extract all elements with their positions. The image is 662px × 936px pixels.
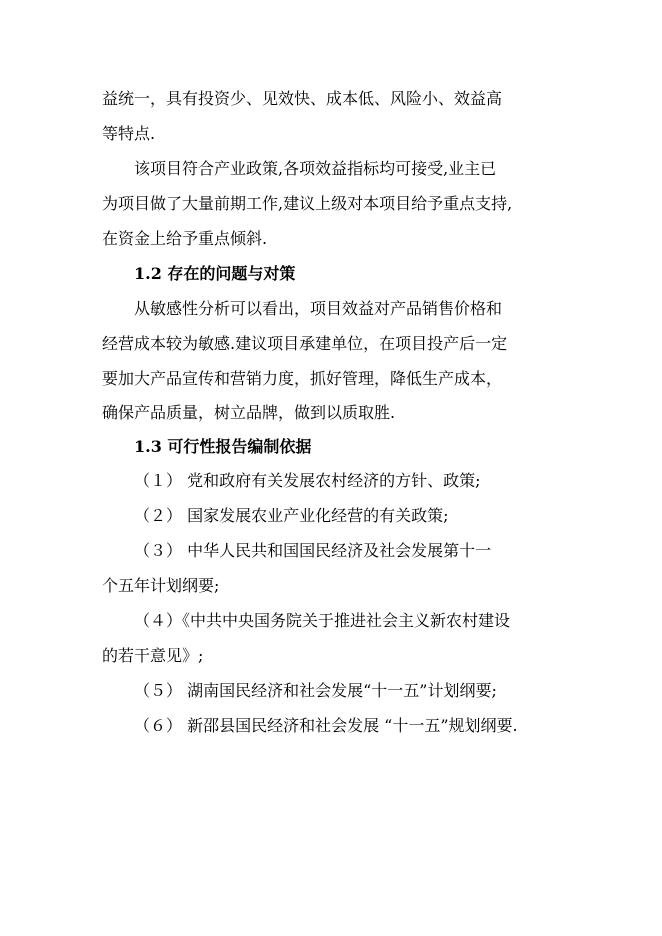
paragraph2-line2: 为项目做了大量前期工作,建议上级对本项目给予重点支持, <box>102 194 513 213</box>
list-item-6: （６） 新邵县国民经济和社会发展 “十一五”规划纲要. <box>134 716 518 735</box>
section-1-2-line3: 要加大产品宣传和营销力度，抓好管理，降低生产成本， <box>102 369 503 388</box>
list-item-5: （５） 湖南国民经济和社会发展“十一五”计划纲要; <box>134 681 497 700</box>
list-item-3: （３） 中华人民共和国国民经济及社会发展第十一 <box>134 541 492 560</box>
paragraph2-line1: 该项目符合产业政策,各项效益指标均可接受,业主已 <box>134 159 497 178</box>
paragraph2-line3: 在资金上给予重点倾斜. <box>102 229 268 248</box>
list-item-3-continuation: 个五年计划纲要; <box>102 576 220 595</box>
list-item-4: （４）《中共中央国务院关于推进社会主义新农村建设 <box>134 611 511 630</box>
list-item-4-continuation: 的若干意见》; <box>102 646 204 665</box>
section-1-3-heading: 1.3 可行性报告编制依据 <box>134 437 312 456</box>
section-1-2-heading: 1.2 存在的问题与对策 <box>134 264 296 283</box>
list-item-1: （１） 党和政府有关发展农村经济的方针、政策; <box>134 471 481 490</box>
paragraph1-line1: 益统一，具有投资少、见效快、成本低、风险小、效益高 <box>102 89 503 108</box>
section-1-2-line2: 经营成本较为敏感.建议项目承建单位，在项目投产后一定 <box>102 334 508 353</box>
section-1-2-line4: 确保产品质量，树立品牌，做到以质取胜. <box>102 403 396 422</box>
section-1-2-line1: 从敏感性分析可以看出，项目效益对产品销售价格和 <box>134 299 503 318</box>
list-item-2: （２） 国家发展农业产业化经营的有关政策; <box>134 506 449 525</box>
paragraph1-line2: 等特点. <box>102 124 156 143</box>
